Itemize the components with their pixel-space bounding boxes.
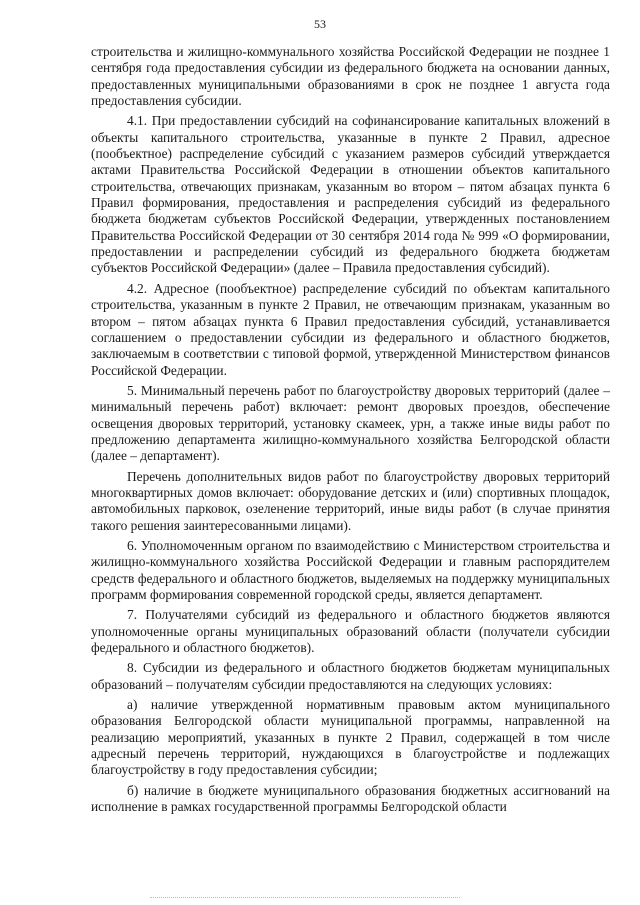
paragraph-7: 7. Получателями субсидий из федерального и областного бюджетов являются уполномоченные органы муниципальных образований области (получатели субсидии федерального и областного бюджетов). bbox=[91, 607, 610, 656]
paragraph-4-2: 4.2. Адресное (пообъектное) распределение субсидий по объектам капитального строительства, указанным в пункте 2 Правил, не отвечающим признакам, указанным во втором – пятом абзацах пункта 6 Правил предоставления субсидий, устанавливается соглашением о предоставлении субсидии из федерального и областного бюджетов, заключаемым в соответствии с типовой формой, утвержденной Министерством финансов Российской Федерации. bbox=[91, 280, 610, 378]
document-body bbox=[91, 44, 610, 815]
paragraph-8: 8. Субсидии из федерального и областного бюджетов бюджетам муниципальных образований – получателям субсидии предоставляются на следующих условиях: bbox=[91, 660, 610, 692]
paragraph-8-a: а) наличие утвержденной нормативным правовым актом муниципального образования Белгородской области муниципальной программы, направленной на реализацию мероприятий, указанных в пункте 2 Правил, содержащей в том числе адресный перечень территорий, нуждающихся в благоустройстве и подлежащих благоустройству в году предоставления субсидии; bbox=[91, 697, 610, 778]
scan-artifact bbox=[150, 897, 460, 899]
paragraph-continuation: строительства и жилищно-коммунального хозяйства Российской Федерации не позднее 1 сентября года предоставления субсидии из федерального бюджета на основании данных, предоставленных муниципальными образованиями в срок не позднее 1 августа года предоставления субсидии. bbox=[91, 44, 610, 109]
paragraph-5: 5. Минимальный перечень работ по благоустройству дворовых территорий (далее – минимальный перечень работ) включает: ремонт дворовых проездов, обеспечение освещения дворовых территорий, установку скамеек, урн, а также иные виды работ по предложению департамента жилищно-коммунального хозяйства Белгородской области (далее – департамент). bbox=[91, 382, 610, 464]
paragraph-8-b: б) наличие в бюджете муниципального образования бюджетных ассигнований на исполнение в рамках государственной программы Белгородской области bbox=[91, 782, 610, 815]
page-number: 53 bbox=[314, 17, 326, 31]
paragraph-4-1: 4.1. При предоставлении субсидий на софинансирование капитальных вложений в объекты капитального строительства, указанные в пункте 2 Правил, адресное (пообъектное) распределение субсидий с указанием размеров субсидий утверждается актами Правительства Российской Федерации в отношении объектов капитального строительства, отвечающих признакам, указанным во втором – пятом абзацах пункта 6 Правил формирования, предоставления и распределения субсидий из федерального бюджета бюджетам субъектов Российской Федерации, утвержденных постановлением Правительства Российской Федерации от 30 сентября 2014 года № 999 «О формировании, предоставлении и распределении субсидий из федерального бюджета бюджетам субъектов Российской Федерации» (далее – Правила предоставления субсидий). bbox=[91, 113, 610, 276]
paragraph-additional-works: Перечень дополнительных видов работ по благоустройству дворовых территорий многоквартирных домов включает: оборудование детских и (или) спортивных площадок, автомобильных парковок, озеленение территорий, иные виды работ (в случае принятия такого решения заинтересованными лицами). bbox=[91, 468, 610, 533]
paragraph-6: 6. Уполномоченным органом по взаимодействию с Министерством строительства и жилищно-коммунального хозяйства Российской Федерации и главным распорядителем средств федерального и областного бюджетов, выделяемых на поддержку муниципальных программ формирования современной городской среды, является департамент. bbox=[91, 537, 610, 602]
